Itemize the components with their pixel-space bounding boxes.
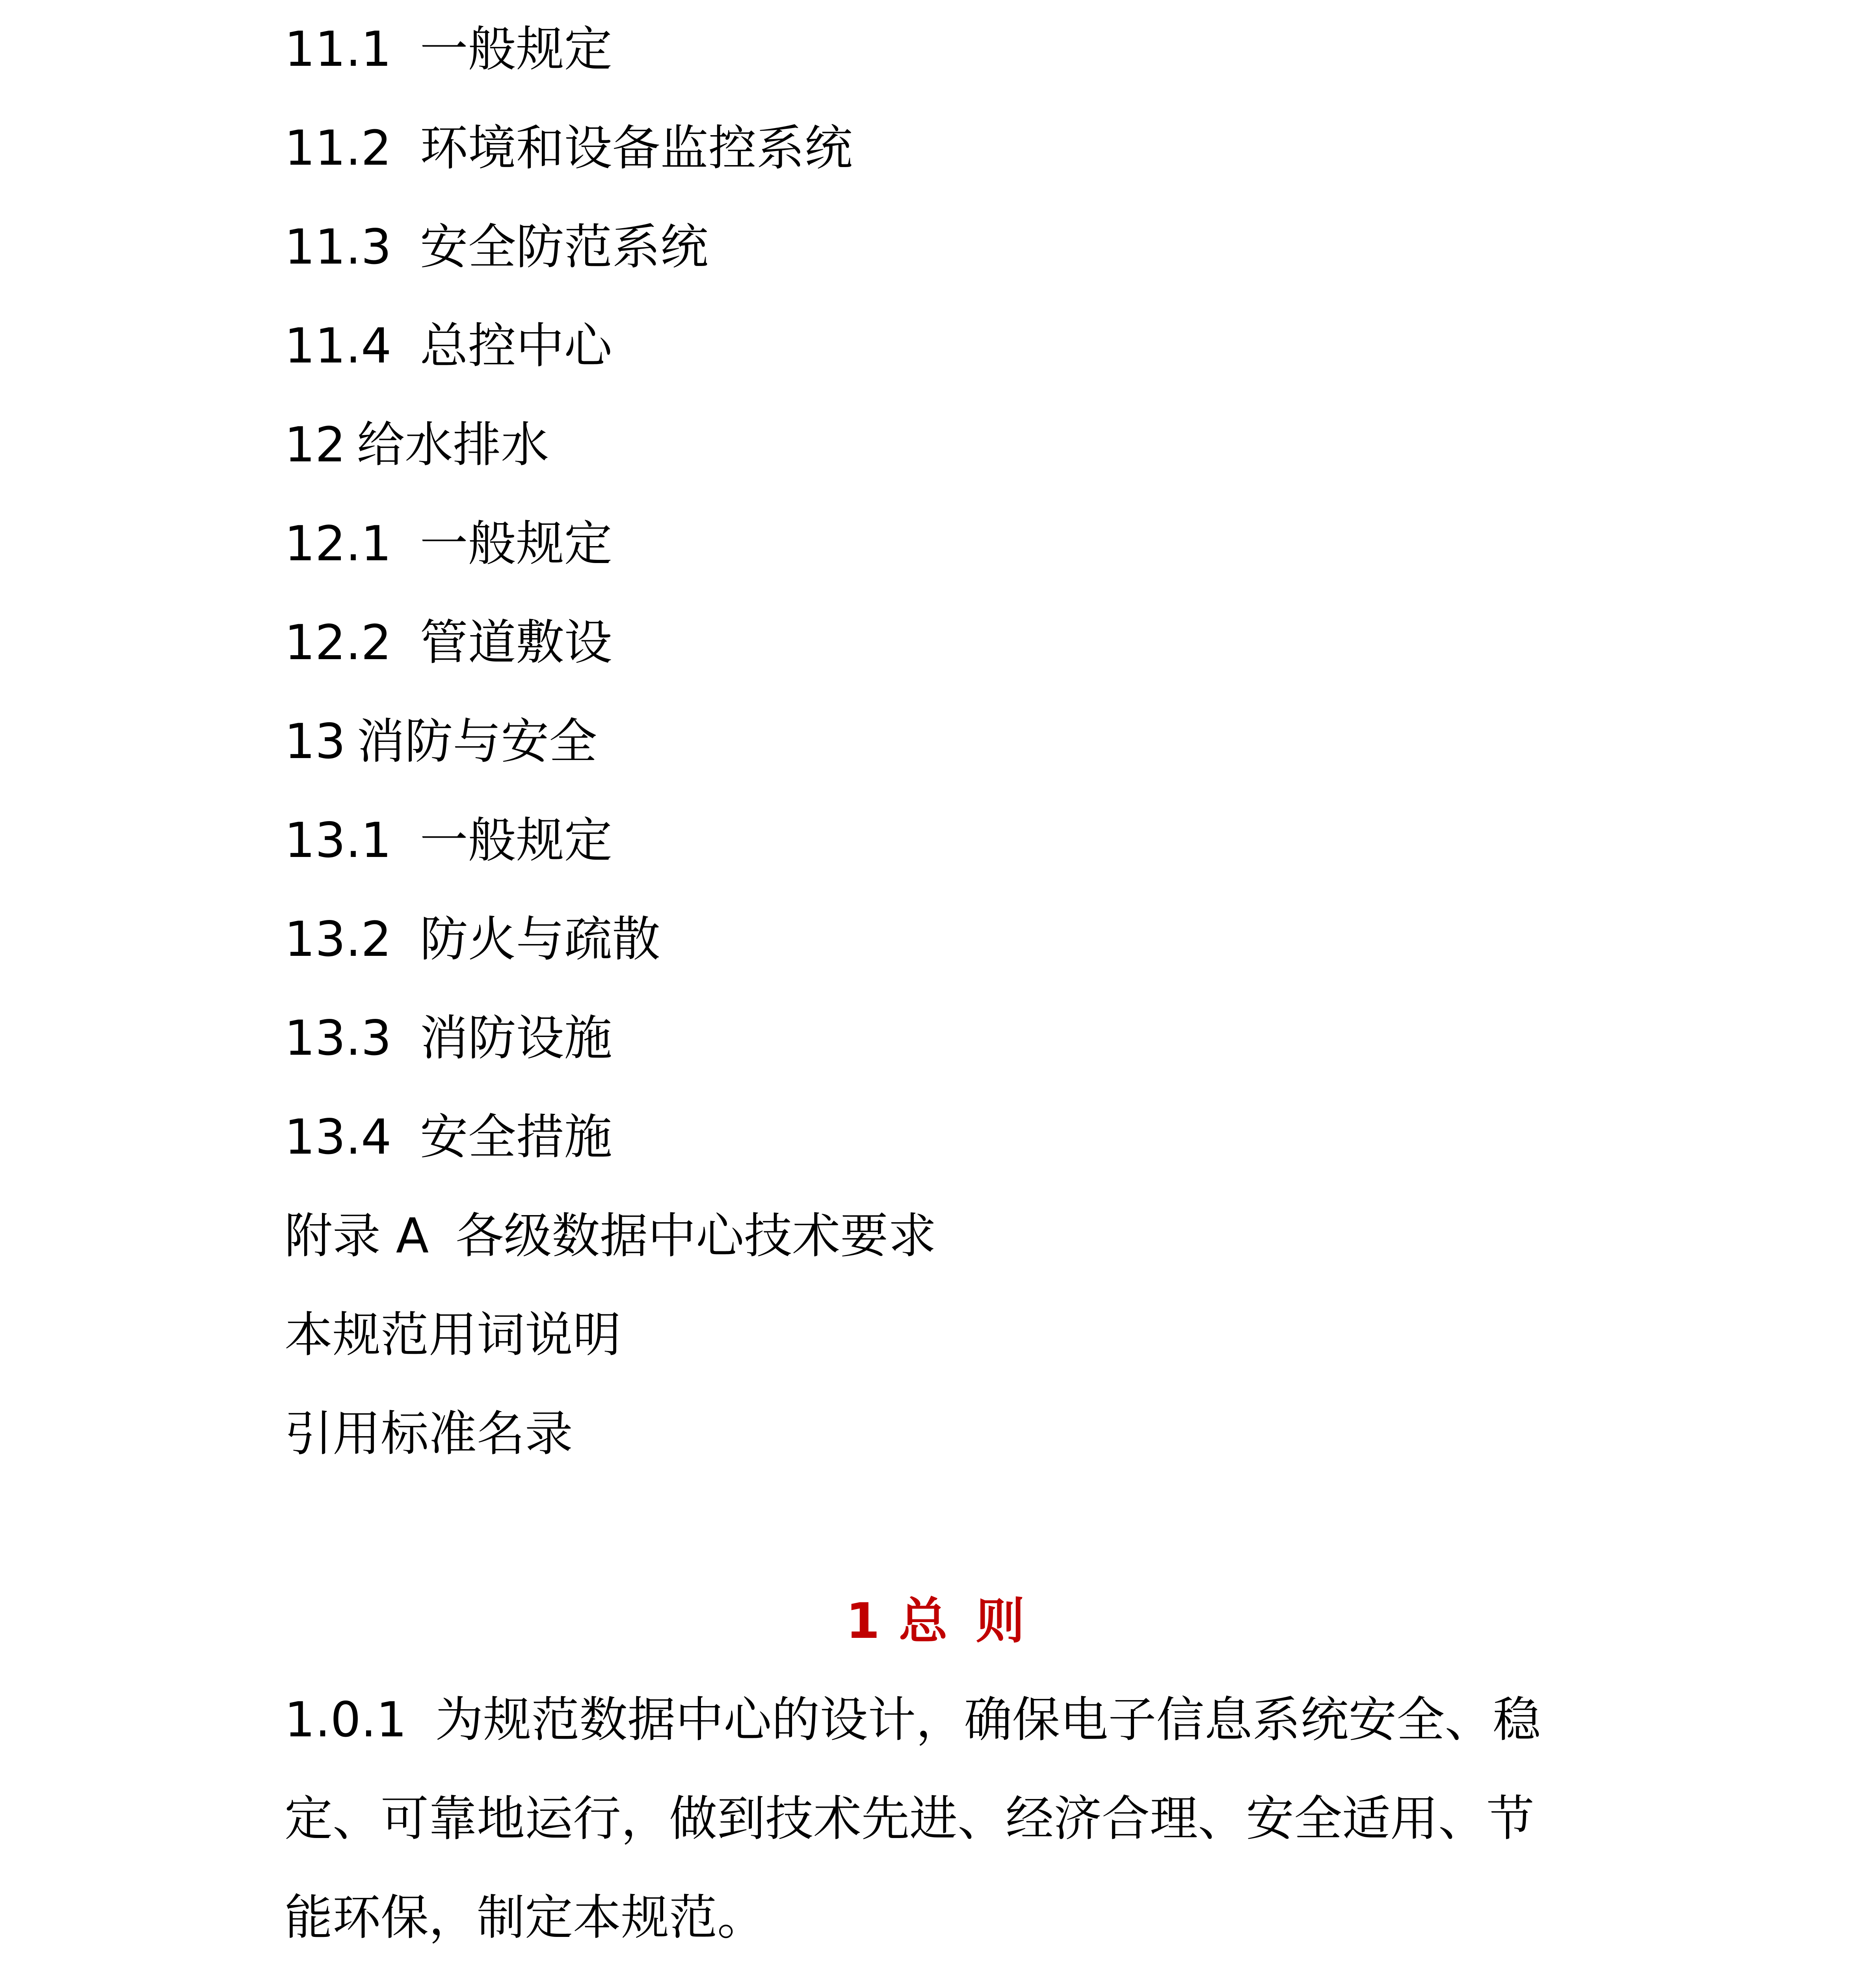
toc-entry-13-3[interactable] xyxy=(284,989,1624,1088)
toc-entry-number: 11.3 xyxy=(284,219,392,275)
toc-entry-title: 环境和设备监控系统 xyxy=(420,120,853,176)
toc-entry-number: 11.1 xyxy=(284,21,392,77)
toc-entry-title: 引用标准名录 xyxy=(284,1406,573,1462)
toc-entry-number: 13.4 xyxy=(284,1109,392,1165)
toc-entry-title: 本规范用词说明 xyxy=(284,1307,621,1363)
clause-1-0-1-line-1 xyxy=(284,1671,1601,1769)
toc-entry-11-1[interactable] xyxy=(284,0,1624,99)
toc-entry-12[interactable] xyxy=(284,396,1624,494)
toc-entry-title: 管道敷设 xyxy=(420,615,612,671)
toc-entry-title: 安全防范系统 xyxy=(420,219,708,275)
toc-entry-number: 13.3 xyxy=(284,1010,392,1066)
toc-entry-number: 12.1 xyxy=(284,516,392,572)
chapter-body xyxy=(284,1671,1601,1970)
clause-1-0-1-line-3 xyxy=(284,1868,1601,1967)
toc-entry-13-2[interactable] xyxy=(284,890,1624,989)
clause-text: 能环保，制定本规范。 xyxy=(284,1890,765,1946)
toc-entry-number: 13 xyxy=(284,714,346,769)
toc-entry-title: 各级数据中心技术要求 xyxy=(456,1208,937,1264)
toc-entry-wording-explanation[interactable] xyxy=(284,1286,1624,1385)
toc-entry-12-2[interactable] xyxy=(284,593,1624,692)
toc-entry-title: 消防设施 xyxy=(420,1010,612,1066)
toc-entry-13-4[interactable] xyxy=(284,1088,1624,1187)
chapter-title: 总 则 xyxy=(899,1593,1030,1650)
toc-entry-referenced-standards[interactable] xyxy=(284,1385,1624,1483)
toc-entry-number: 11.4 xyxy=(284,318,392,374)
toc-entry-11-3[interactable] xyxy=(284,198,1624,297)
toc-entry-number: 12 xyxy=(284,417,346,473)
toc-entry-number: 11.2 xyxy=(284,120,392,176)
chapter-number: 1 xyxy=(846,1593,886,1650)
toc-entry-number: 附录 A xyxy=(284,1208,429,1264)
toc-entry-title: 一般规定 xyxy=(420,516,612,572)
toc-entry-number: 12.2 xyxy=(284,615,392,671)
toc-entry-11-4[interactable] xyxy=(284,297,1624,396)
toc-entry-11-2[interactable] xyxy=(284,99,1624,198)
toc-entry-number: 13.1 xyxy=(284,812,392,868)
clause-text: 为规范数据中心的设计，确保电子信息系统安全、稳 xyxy=(435,1692,1541,1748)
clause-number xyxy=(284,1967,407,1970)
toc-entry-12-1[interactable] xyxy=(284,494,1624,593)
toc-entry-number: 13.2 xyxy=(284,911,392,967)
toc-entry-appendix-a[interactable] xyxy=(284,1187,1624,1286)
clause-text: 定、可靠地运行，做到技术先进、经济合理、安全适用、节 xyxy=(284,1791,1534,1847)
toc-entry-title: 给水排水 xyxy=(357,417,549,473)
toc-entry-title: 防火与疏散 xyxy=(420,911,660,967)
clause-1-0-2 xyxy=(284,1967,1601,1970)
table-of-contents xyxy=(284,0,1624,1483)
toc-entry-title: 总控中心 xyxy=(420,318,612,374)
toc-entry-13[interactable] xyxy=(284,692,1624,791)
clause-1-0-1-line-2 xyxy=(284,1769,1601,1868)
toc-entry-title: 一般规定 xyxy=(420,21,612,77)
toc-entry-title: 安全措施 xyxy=(420,1109,612,1165)
clause-number: 1.0.1 xyxy=(284,1692,407,1748)
toc-entry-13-1[interactable] xyxy=(284,791,1624,890)
toc-entry-title: 消防与安全 xyxy=(357,714,597,769)
toc-entry-title: 一般规定 xyxy=(420,812,612,868)
chapter-heading xyxy=(0,1572,1876,1671)
